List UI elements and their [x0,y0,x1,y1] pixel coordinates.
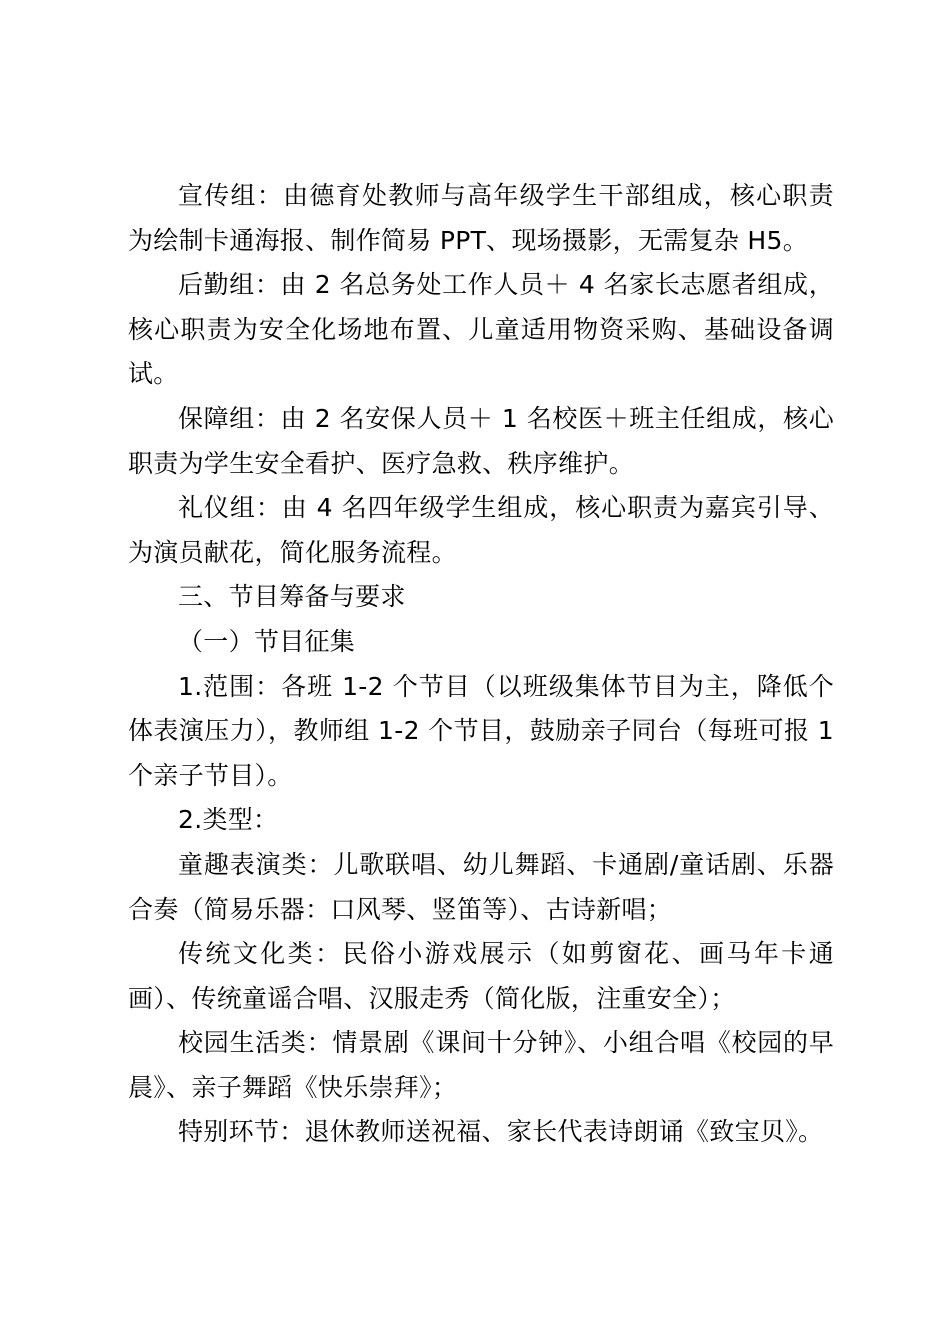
paragraph-etiquette-group: 礼仪组：由 4 名四年级学生组成，核心职责为嘉宾引导、为演员献花，简化服务流程。 [128,493,834,567]
subsection-heading-program-collection: （一）节目征集 [178,626,356,656]
paragraph-campus-life: 校园生活类：情景剧《课间十分钟》、小组合唱《校园的早晨》、亲子舞蹈《快乐崇拜》； [128,1028,834,1102]
paragraph-scope: 1.范围：各班 1-2 个节目（以班级集体节目为主，降低个体表演压力），教师组 1-2 个节目，鼓励亲子同台（每班可报 1 个亲子节目）。 [128,671,834,790]
paragraph-traditional-culture: 传统文化类：民俗小游戏展示（如剪窗花、画马年卡通画）、传统童谣合唱、汉服走秀（简化版，注重安全）； [128,939,834,1013]
paragraph-special-segment: 特别环节：退休教师送祝福、家长代表诗朗诵《致宝贝》。 [178,1117,824,1147]
paragraph-publicity-group: 宣传组：由德育处教师与高年级学生干部组成，核心职责为绘制卡通海报、制作简易 PPT、现场摄影，无需复杂 H5。 [128,181,834,255]
paragraph-childlike-performance: 童趣表演类：儿歌联唱、幼儿舞蹈、卡通剧/童话剧、乐器合奏（简易乐器：口风琴、竖笛等）、古诗新唱； [128,849,834,924]
paragraph-types-heading: 2.类型： [178,805,279,835]
document-page [128,174,834,1155]
paragraph-logistics-group: 后勤组：由 2 名总务处工作人员＋ 4 名家长志愿者组成，核心职责为安全化场地布置、儿童适用物资采购、基础设备调试。 [128,270,834,389]
section-heading-program-preparation: 三、节目筹备与要求 [178,582,406,612]
paragraph-security-group: 保障组：由 2 名安保人员＋ 1 名校医＋班主任组成，核心职责为学生安全看护、医疗急救、秩序维护。 [128,403,834,478]
